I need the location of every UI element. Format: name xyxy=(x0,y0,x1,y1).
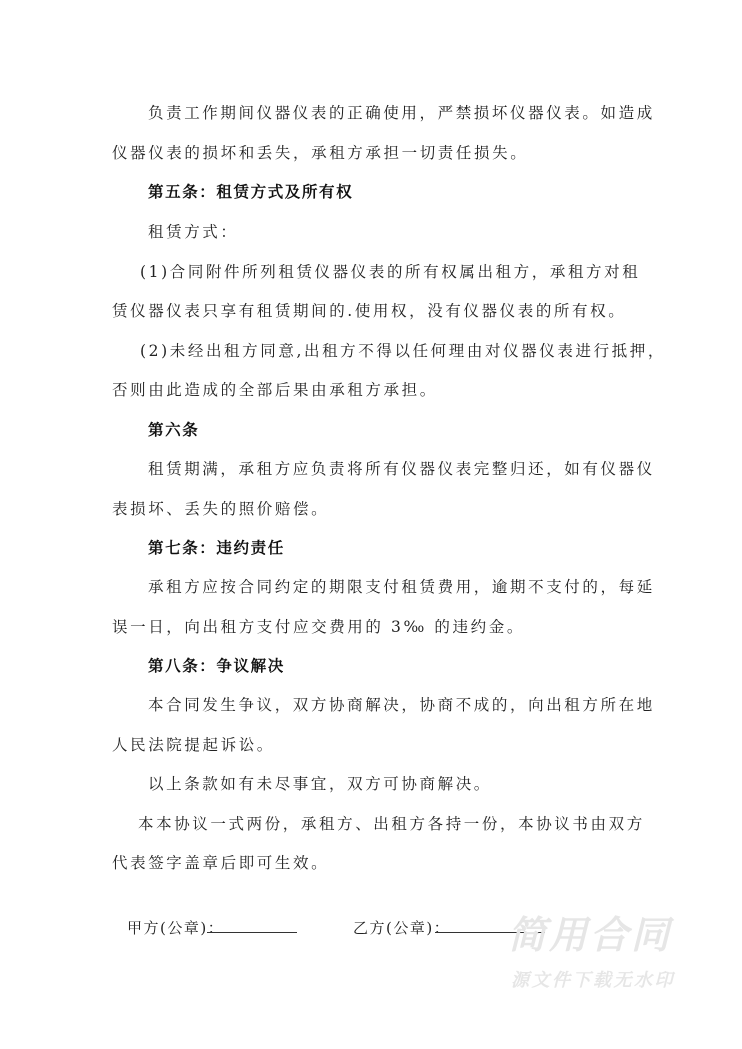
article6-line-1: 租赁期满，承租方应负责将所有仪器仪表完整归还，如有仪器仪 xyxy=(148,460,655,478)
article8-heading: 第八条：争议解决 xyxy=(148,657,285,675)
article6-heading: 第六条 xyxy=(148,421,200,439)
article5-item2-line-1: (2)未经出租方同意,出租方不得以任何理由对仪器仪表进行抵押， xyxy=(140,342,666,360)
article5-subheading: 租赁方式： xyxy=(148,223,239,241)
effectiveness-line-1: 本本协议一式两份，承租方、出租方各持一份，本协议书由双方 xyxy=(138,815,645,833)
article8-line-2: 人民法院提起诉讼。 xyxy=(112,736,275,754)
article7-line-1: 承租方应按合同约定的期限支付租赁费用，逾期不支付的，每延 xyxy=(148,578,655,596)
article5-item2-line-2: 否则由此造成的全部后果由承租方承担。 xyxy=(112,381,438,399)
party-a-signature-line xyxy=(207,932,297,933)
effectiveness-line-2: 代表签字盖章后即可生效。 xyxy=(112,854,330,872)
article6-line-2: 表损坏、丢失的照价赔偿。 xyxy=(112,500,330,518)
article5-item1-line-1: (1)合同附件所列租赁仪器仪表的所有权属出租方，承租方对租 xyxy=(140,263,641,281)
watermark-title: 简用合同 xyxy=(508,913,673,957)
watermark-subtitle: 源文件下载无水印 xyxy=(511,970,675,991)
article5-item1-line-2: 赁仪器仪表只享有租赁期间的.使用权，没有仪器仪表的所有权。 xyxy=(112,302,627,320)
party-b-signature-label: 乙方(公章)： xyxy=(353,919,451,937)
article8-line-1: 本合同发生争议，双方协商解决，协商不成的，向出租方所在地 xyxy=(148,696,655,714)
intro-line-1: 负责工作期间仪器仪表的正确使用，严禁损坏仪器仪表。如造成 xyxy=(148,104,655,122)
party-a-signature-label: 甲方(公章)： xyxy=(127,919,225,937)
intro-line-2: 仪器仪表的损坏和丢失，承租方承担一切责任损失。 xyxy=(112,144,529,162)
closing-line: 以上条款如有未尽事宜，双方可协商解决。 xyxy=(148,775,492,793)
article5-heading: 第五条：租赁方式及所有权 xyxy=(148,183,354,201)
article7-line-2: 误一日，向出租方支付应交费用的 3‰ 的违约金。 xyxy=(112,618,525,636)
article7-heading: 第七条：违约责任 xyxy=(148,539,285,557)
